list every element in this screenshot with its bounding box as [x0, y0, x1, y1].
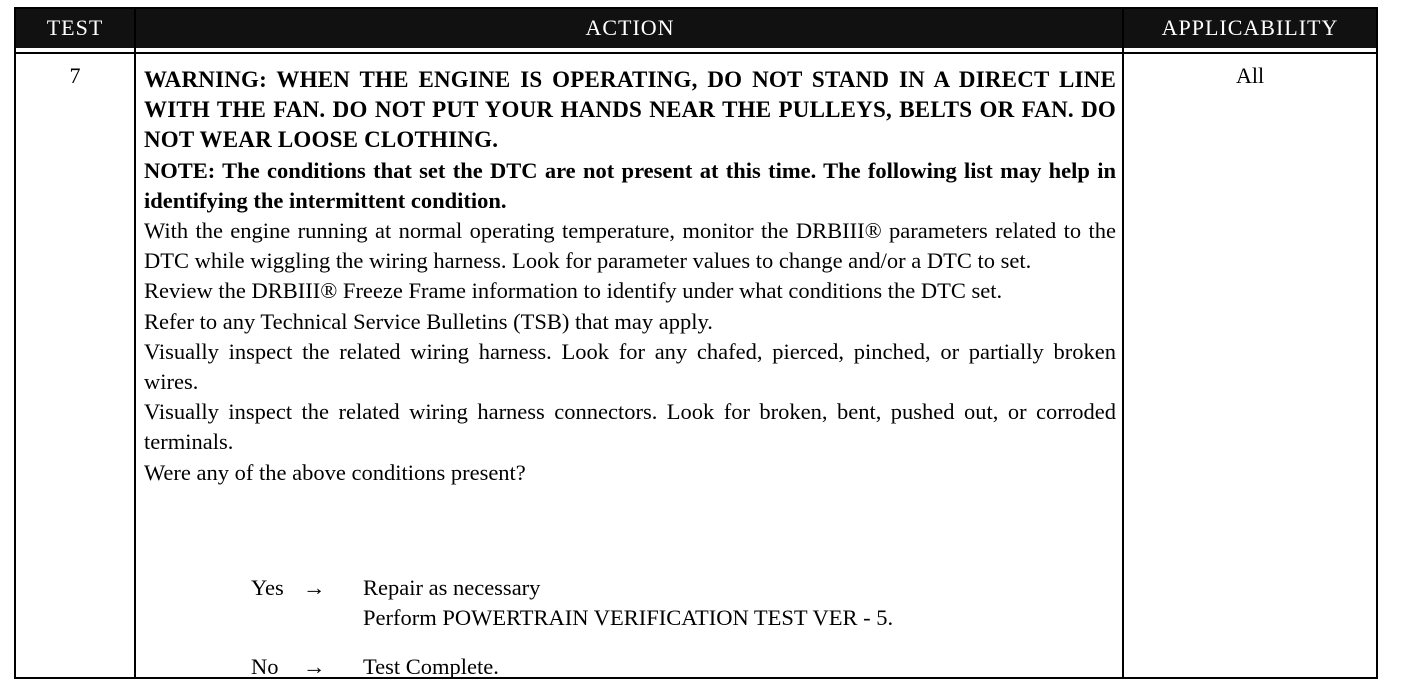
answer-no-line: Test Complete.: [363, 654, 499, 680]
diagnostic-table: [14, 7, 1378, 679]
step-text: Visually inspect the related wiring harness. Look for any chafed, pierced, pinched, or partially broken wires.: [144, 338, 1116, 395]
warning-text: WARNING: WHEN THE ENGINE IS OPERATING, DO NOT STAND IN A DIRECT LINE WITH THE FAN. DO NOT PUT YOUR HANDS NEAR THE PULLEYS, BELTS OR FAN. DO NOT WEAR LOOSE CLOTHING.: [144, 67, 1116, 153]
table-header: [16, 9, 1376, 48]
step-text: Review the DRBIII® Freeze Frame information to identify under what conditions the DTC set.: [144, 278, 1003, 304]
answer-yes-text: [363, 573, 893, 633]
answer-yes-label: Yes: [251, 575, 284, 600]
answer-block: [251, 573, 893, 683]
answer-yes-line: Perform POWERTRAIN VERIFICATION TEST VER - 5.: [363, 605, 894, 631]
applicability-value: All: [1235, 63, 1265, 88]
answer-no: [251, 652, 893, 682]
header-test: TEST: [46, 15, 104, 40]
right-arrow-icon: →: [303, 575, 326, 600]
step-text: Visually inspect the related wiring harness connectors. Look for broken, bent, pushed out, or corroded terminals.: [144, 399, 1116, 455]
note-text: NOTE: The conditions that set the DTC are not present at this time. The following list may help in identifying the intermittent condition.: [144, 157, 1116, 213]
header-action: ACTION: [585, 15, 675, 40]
test-number: 7: [69, 63, 81, 88]
step-text: Refer to any Technical Service Bulletins (TSB) that may apply.: [144, 308, 713, 334]
answer-yes: [251, 573, 893, 633]
question-text: Were any of the above conditions present?: [144, 459, 526, 485]
header-applicability: APPLICABILITY: [1161, 15, 1339, 40]
answer-yes-line: Repair as necessary: [363, 575, 541, 600]
action-cell: [144, 65, 1116, 488]
answer-no-text: [363, 652, 499, 682]
step-text: With the engine running at normal operating temperature, monitor the DRBIII® parameters related to the DTC while wiggling the wiring harness. Look for parameter values to change and/or a DTC to set.: [144, 218, 1116, 274]
right-arrow-icon: →: [303, 654, 326, 680]
table-row: [16, 54, 1376, 680]
answer-no-label: No: [251, 654, 279, 680]
